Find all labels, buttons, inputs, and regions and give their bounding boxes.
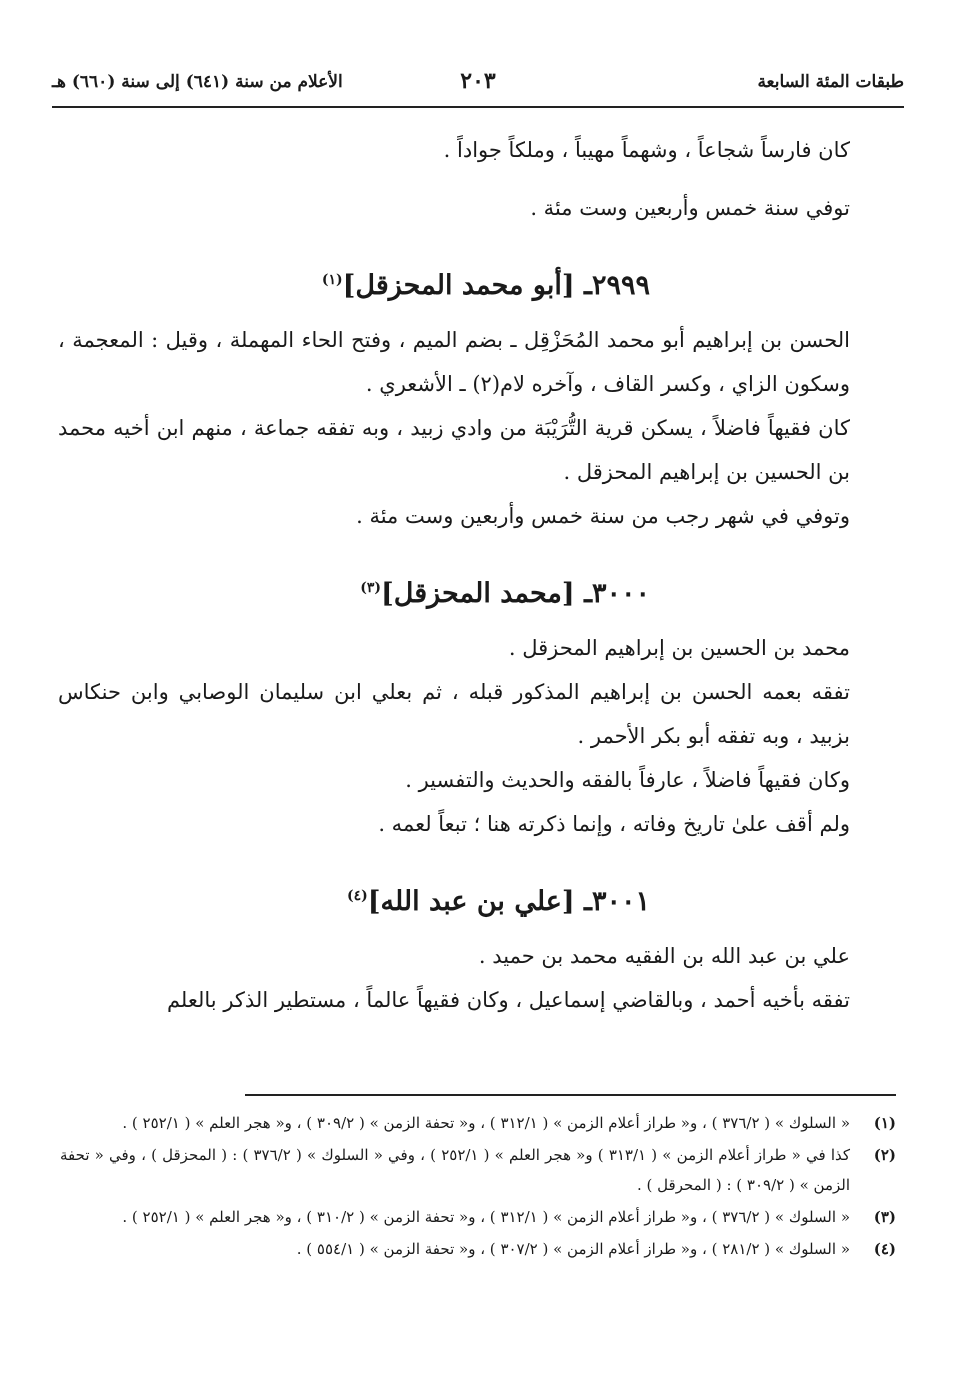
footnote-number: (٢) — [873, 1146, 896, 1164]
entry-paragraph: علي بن عبد الله بن الفقيه محمد بن حميد . — [478, 944, 850, 968]
page-number: ٢٠٣ — [460, 68, 496, 94]
footnotes — [60, 1108, 896, 1266]
entry-paragraph: الحسن بن إبراهيم أبو محمد المُحَزْقِل ـ بضم الميم ، وفتح الحاء المهملة ، وقيل : المعجمة ، وسكون الزاي ، وكسر القاف ، وآخره لام(٢) ـ الأشعري . — [58, 328, 850, 396]
running-title-right: طبقات المئة السابعة — [757, 72, 904, 92]
footnote-ref: (٣) — [360, 580, 382, 596]
footnote — [60, 1202, 896, 1232]
footnote-text: « السلوك » ( ٢٨١/٢ ) ، و« طراز أعلام الزمن » ( ٣٠٧/٢ ) ، و« تحفة الزمن » ( ٥٥٤/١ ) . — [296, 1240, 850, 1258]
entry-paragraph: وتوفي في شهر رجب من سنة خمس وأربعين وست مئة . — [356, 504, 850, 528]
entry-paragraph: تفقه بعمه الحسن بن إبراهيم المذكور قبله ، ثم بعلي ابن سليمان الوصابي وابن حنكاس بزبيد ، وبه تفقه أبو بكر الأحمر . — [58, 680, 850, 748]
entry-paragraph: تفقه بأخيه أحمد ، وبالقاضي إسماعيل ، وكان فقيهاً عالماً ، مستطير الذكر بالعلم — [166, 988, 850, 1012]
entry-title-text: ٣٠٠٠ـ [محمد المحزقل] — [381, 578, 650, 609]
main-text — [58, 128, 850, 1022]
footnote-text: « السلوك » ( ٣٧٦/٢ ) ، و« طراز أعلام الزمن » ( ٣١٢/١ ) ، و« تحفة الزمن » ( ٣٠٩/٢ ) ، و« هجر العلم » ( ٢٥٢/١ ) . — [122, 1114, 850, 1132]
header-divider — [52, 106, 904, 108]
entry-title — [58, 570, 650, 618]
footnote-divider — [245, 1094, 896, 1096]
footnote-text: كذا في « طراز أعلام الزمن » ( ٣١٣/١ ) و« هجر العلم » ( ٢٥٢/١ ) ، وفي « السلوك » ( ٣٧٦/٢ ) : ( المحزقل ) ، وفي « تحفة الزمن » ( ٣٠٩/٢ ) : ( المحرقل ) . — [60, 1146, 850, 1194]
footnote — [60, 1140, 896, 1200]
entry-paragraph: محمد بن الحسين بن إبراهيم المحزقل . — [508, 636, 850, 660]
footnote-ref: (١) — [321, 272, 343, 288]
footnote-number: (٤) — [873, 1240, 896, 1258]
entry-title — [58, 878, 650, 926]
footnote-ref: (٤) — [346, 888, 368, 904]
entry-title-text: ٣٠٠١ـ [علي بن عبد الله] — [367, 886, 650, 917]
intro-line: كان فارساً شجاعاً ، وشهماً مهيباً ، وملكاً جواداً . — [443, 138, 850, 162]
entry-paragraph: وكان فقيهاً فاضلاً ، عارفاً بالفقه والحديث والتفسير . — [405, 768, 850, 792]
footnote-text: « السلوك » ( ٣٧٦/٢ ) ، و« طراز أعلام الزمن » ( ٣١٢/١ ) ، و« تحفة الزمن » ( ٣١٠/٢ ) ، و« هجر العلم » ( ٢٥٢/١ ) . — [122, 1208, 850, 1226]
footnote — [60, 1234, 896, 1264]
entry-title — [58, 262, 650, 310]
footnote-number: (٣) — [873, 1208, 896, 1226]
entry-title-text: ٢٩٩٩ـ [أبو محمد المحزقل] — [342, 270, 650, 301]
footnote — [60, 1108, 896, 1138]
running-title-left: الأعلام من سنة (٦٤١) إلى سنة (٦٦٠) هـ — [52, 72, 343, 92]
entry-paragraph: ولم أقف علىٰ تاريخ وفاته ، وإنما ذكرته هنا ؛ تبعاً لعمه . — [378, 812, 850, 836]
entry-paragraph: كان فقيهاً فاضلاً ، يسكن قرية التُّرَيْبَة من وادي زبيد ، وبه تفقه جماعة ، منهم ابن أخيه محمد بن الحسين بن إبراهيم المحزقل . — [58, 416, 850, 484]
footnote-number: (١) — [873, 1114, 896, 1132]
intro-line: توفي سنة خمس وأربعين وست مئة . — [530, 196, 850, 220]
